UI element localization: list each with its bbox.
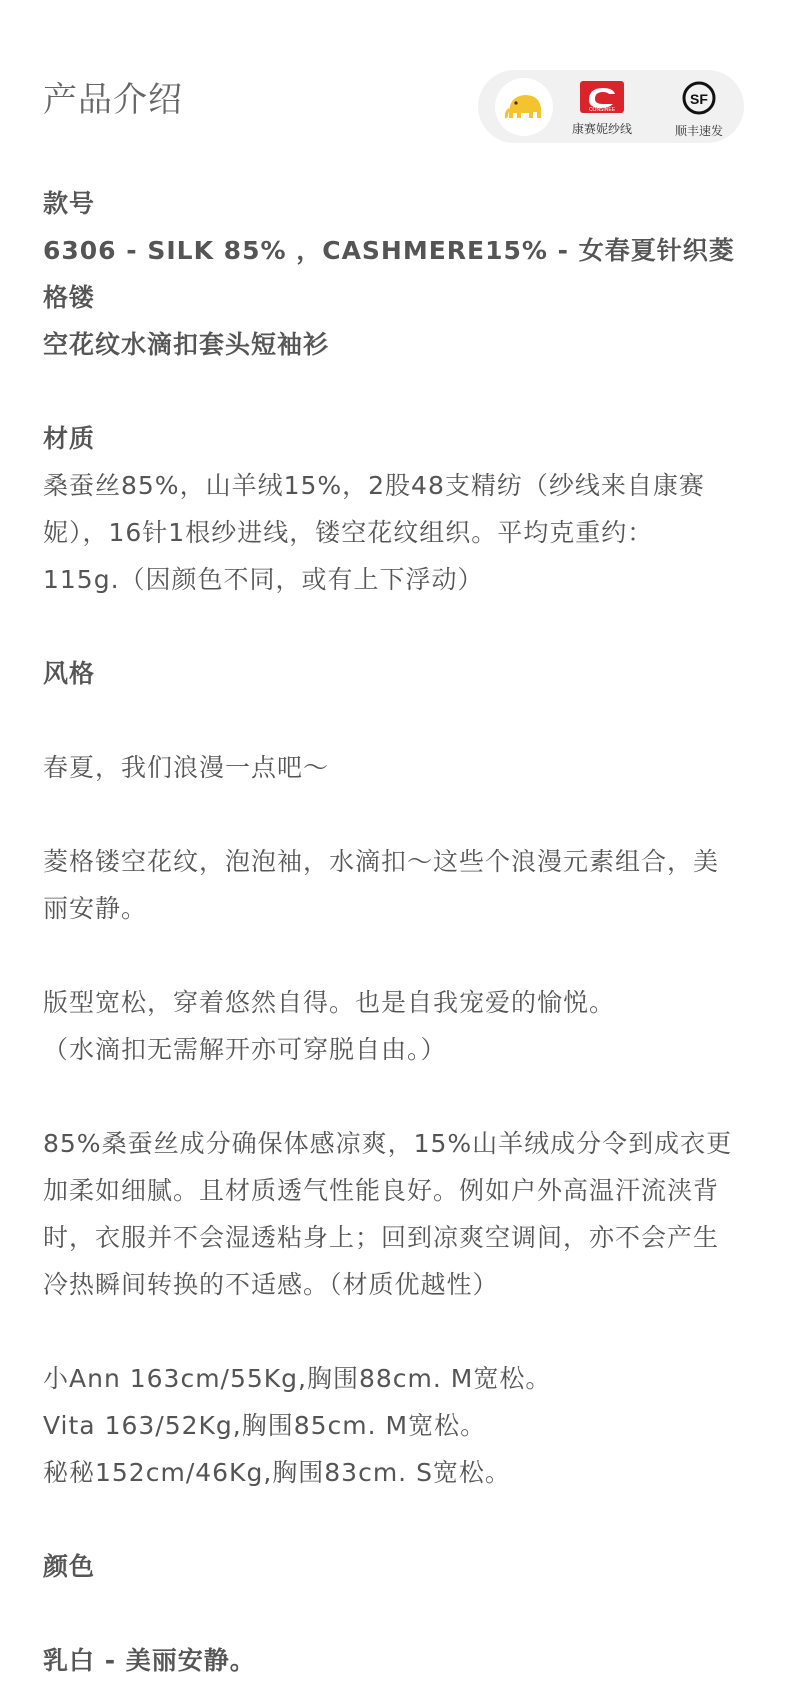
- style-paragraph: 85%桑蚕丝成分确保体感凉爽，15%山羊绒成分令到成衣更: [43, 1129, 733, 1158]
- style-paragraph: 加柔如细腻。且材质透气性能良好。例如户外高温汗流浃背: [43, 1176, 720, 1205]
- color-value: 乳白 - 美丽安静。: [43, 1646, 256, 1675]
- material-heading: 材质: [43, 424, 96, 453]
- style-paragraph: （水滴扣无需解开亦可穿脱自由。）: [43, 1035, 447, 1064]
- style-no-line: 6306 - SILK 85% ，CASHMERE15% - 女春夏针织菱格镂: [43, 236, 735, 312]
- sf-label: 顺丰速发: [674, 124, 723, 138]
- brand-badges: [478, 70, 744, 143]
- sf-badge: [663, 80, 735, 138]
- color-heading: 颜色: [43, 1552, 96, 1581]
- consinee-label: 康赛妮纱线: [571, 122, 632, 136]
- svg-text:CONSINEE: CONSINEE: [588, 107, 616, 113]
- page-title: 产品介绍: [43, 80, 183, 120]
- style-paragraph: 春夏，我们浪漫一点吧～: [43, 753, 330, 782]
- material-line: 115g.（因颜色不同，或有上下浮动）: [43, 565, 484, 594]
- material-line: 妮），16针1根纱进线，镂空花纹组织。平均克重约：: [43, 518, 654, 547]
- style-no-heading: 款号: [43, 189, 96, 218]
- style-paragraph: 丽安静。: [43, 894, 148, 923]
- model-info: 秘秘152cm/46Kg,胸围83cm. S宽松。: [43, 1458, 511, 1487]
- svg-text:SF: SF: [690, 91, 708, 107]
- style-paragraph: 菱格镂空花纹，泡泡袖，水滴扣～这些个浪漫元素组合，美: [43, 847, 720, 876]
- style-paragraph: 冷热瞬间转换的不适感。（材质优越性）: [43, 1270, 499, 1299]
- product-description: [43, 180, 748, 1684]
- model-info: Vita 163/52Kg,胸围85cm. M宽松。: [43, 1411, 487, 1440]
- consinee-badge: [566, 80, 638, 138]
- style-paragraph: 版型宽松，穿着悠然自得。也是自我宠爱的愉悦。: [43, 988, 616, 1017]
- consinee-logo-icon: [579, 80, 625, 114]
- style-paragraph: 时，衣服并不会湿透粘身上；回到凉爽空调间，亦不会产生: [43, 1223, 720, 1252]
- style-no-line: 空花纹水滴扣套头短袖衫: [43, 330, 330, 359]
- model-info: 小Ann 163cm/55Kg,胸围88cm. M宽松。: [43, 1364, 552, 1393]
- style-heading: 风格: [43, 659, 96, 688]
- elephant-logo-icon: [495, 78, 553, 136]
- sf-logo-icon: [680, 80, 718, 116]
- material-line: 桑蚕丝85%，山羊绒15%，2股48支精纺（纱线来自康赛: [43, 471, 705, 500]
